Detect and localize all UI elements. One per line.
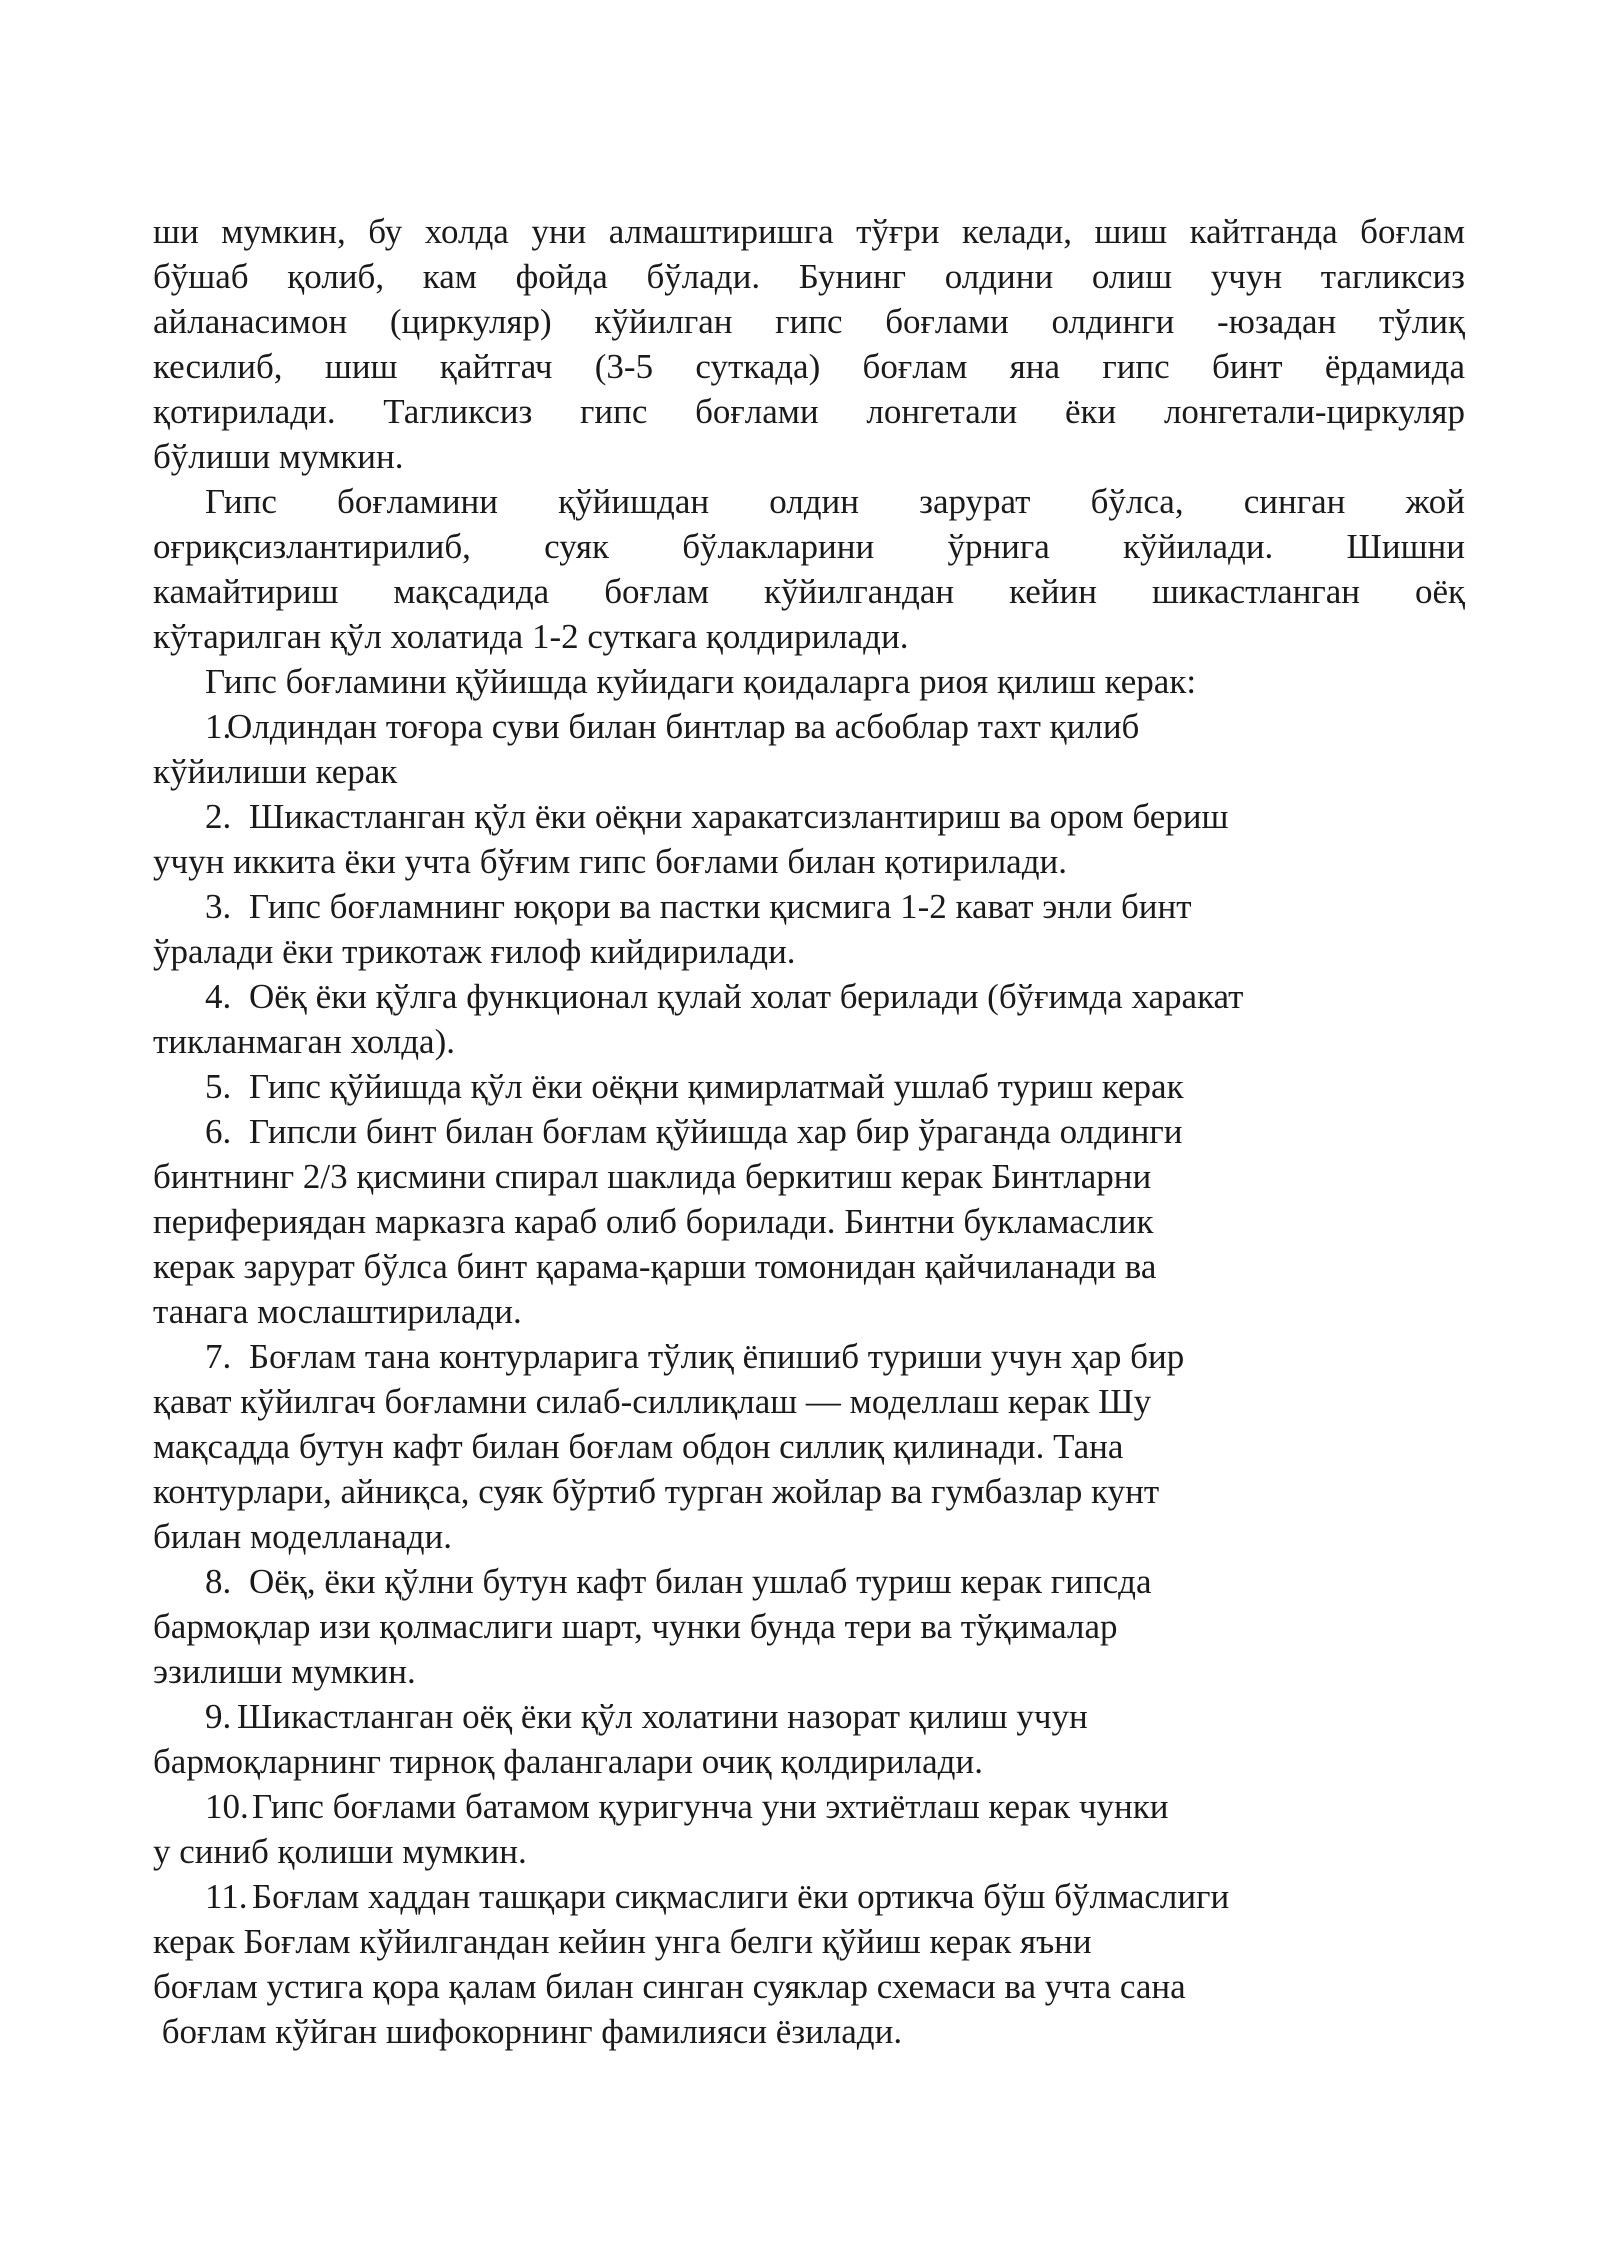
rule-number: 6. <box>205 1112 232 1151</box>
rule-number: 5. <box>205 1067 232 1106</box>
rule-text: Оёқ ёки қўлга функционал қулай холат берилади (бўғимда харакат <box>249 977 1244 1016</box>
rule-number: 2. <box>205 797 232 836</box>
rule-text: перифериядан марказга караб олиб борилади. Бинтни букламаслик <box>153 1202 1154 1241</box>
rule-text: тикланмаган холда). <box>153 1022 455 1061</box>
rule-text: боғлам устига қора қалам билан синган суяклар схемаси ва учта сана <box>153 1967 1186 2006</box>
rule-text: Гипсли бинт билан боғлам қўйишда хар бир ўраганда олдинги <box>249 1112 1183 1151</box>
rule-text: Гипс боғламнинг юқори ва пастки қисмига 1-2 кават энли бинт <box>249 887 1192 926</box>
rule-text: кўйилиши керак <box>153 752 398 791</box>
paragraph-line: бўшаб қолиб, кам фойда бўлади. Бунинг олдини олиш учун тагликсиз <box>153 257 1465 296</box>
rule-text: Олдиндан тоғора суви билан бинтлар ва асбоблар тахт қилиб <box>227 707 1140 746</box>
rule-text: ўралади ёки трикотаж ғилоф кийдирилади. <box>153 932 796 971</box>
paragraph-line: бўлиши мумкин. <box>153 437 404 476</box>
rule-text: танага мослаштирилади. <box>153 1292 522 1331</box>
rule-number: 10. <box>205 1787 249 1826</box>
paragraph-line: ши мумкин, бу холда уни алмаштиришга тўғри келади, шиш кайтганда боғлам <box>153 212 1465 251</box>
rule-text: мақсадда бутун кафт билан боғлам обдон силлиқ қилинади. Тана <box>153 1427 1124 1466</box>
rule-text: керак зарурат бўлса бинт қарама-қарши томонидан қайчиланади ва <box>153 1247 1157 1286</box>
rule-number: 3. <box>205 887 232 926</box>
paragraph-line: айланасимон (циркуляр) кўйилган гипс боғлами олдинги -юзадан тўлиқ <box>153 302 1465 341</box>
rule-text: контурлари, айниқса, суяк бўртиб турган жойлар ва гумбазлар кунт <box>153 1472 1160 1511</box>
rule-text: Шикастланган қўл ёки оёқни харакатсизлантириш ва ором бериш <box>249 797 1229 836</box>
rule-text: керак Боғлам кўйилгандан кейин унга белги қўйиш керак яъни <box>153 1922 1092 1961</box>
rule-text: Оёқ, ёки қўлни бутун кафт билан ушлаб туриш керак гипсда <box>249 1562 1152 1601</box>
rule-text: бинтнинг 2/3 қисмини спирал шаклида беркитиш керак Бинтларни <box>153 1157 1152 1196</box>
rule-text: Боғлам хаддан ташқари сиқмаслиги ёки ортикча бўш бўлмаслиги <box>252 1877 1230 1916</box>
rule-number: 4. <box>205 977 232 1016</box>
paragraph-line: оғриқсизлантирилиб, суяк бўлакларини ўрнига кўйилади. Шишни <box>153 527 1465 566</box>
rule-text: қават кўйилгач боғламни силаб-силлиқлаш — моделлаш керак Шу <box>153 1382 1152 1421</box>
rule-text: учун иккита ёки учта бўғим гипс боғлами билан қотирилади. <box>153 842 1067 881</box>
rule-text: у синиб қолиши мумкин. <box>153 1832 527 1871</box>
rule-text: эзилиши мумкин. <box>153 1652 416 1691</box>
rule-text: бармоқларнинг тирноқ фалангалари очиқ қолдирилади. <box>153 1742 983 1781</box>
rule-number: 7. <box>205 1337 232 1376</box>
paragraph-line: камайтириш мақсадида боғлам кўйилгандан кейин шикастланган оёқ <box>153 572 1465 611</box>
rule-text: билан моделланади. <box>153 1517 453 1556</box>
rule-number: 1. <box>205 707 232 746</box>
rule-text: Гипс қўйишда қўл ёки оёқни қимирлатмай ушлаб туриш керак <box>249 1067 1184 1106</box>
rule-number: 9. <box>205 1697 232 1736</box>
paragraph-line: Гипс боғламини қўйишдан олдин зарурат бўлса, синган жой <box>205 482 1465 521</box>
rule-number: 8. <box>205 1562 232 1601</box>
paragraph-line: кўтарилган қўл холатида 1-2 суткага қолдирилади. <box>153 617 909 656</box>
rule-text: боғлам кўйган шифокорнинг фамилияси ёзилади. <box>153 2012 903 2051</box>
paragraph-line: кесилиб, шиш қайтгач (3-5 суткада) боғлам яна гипс бинт ёрдамида <box>153 347 1465 386</box>
rule-text: Шикастланган оёқ ёки қўл холатини назорат қилиш учун <box>237 1697 1088 1736</box>
paragraph-line: қотирилади. Тагликсиз гипс боғлами лонгетали ёки лонгетали-циркуляр <box>153 392 1465 431</box>
rule-number: 11. <box>205 1877 248 1916</box>
rules-intro: Гипс боғламини қўйишда куйидаги қоидаларга риоя қилиш керак: <box>205 662 1197 701</box>
rule-text: бармоқлар изи қолмаслиги шарт, чунки бунда тери ва тўқималар <box>153 1607 1118 1646</box>
rule-text: Боғлам тана контурларига тўлиқ ёпишиб туриши учун ҳар бир <box>249 1337 1185 1376</box>
rule-text: Гипс боғлами батамом қуригунча уни эхтиётлаш керак чунки <box>252 1787 1169 1826</box>
